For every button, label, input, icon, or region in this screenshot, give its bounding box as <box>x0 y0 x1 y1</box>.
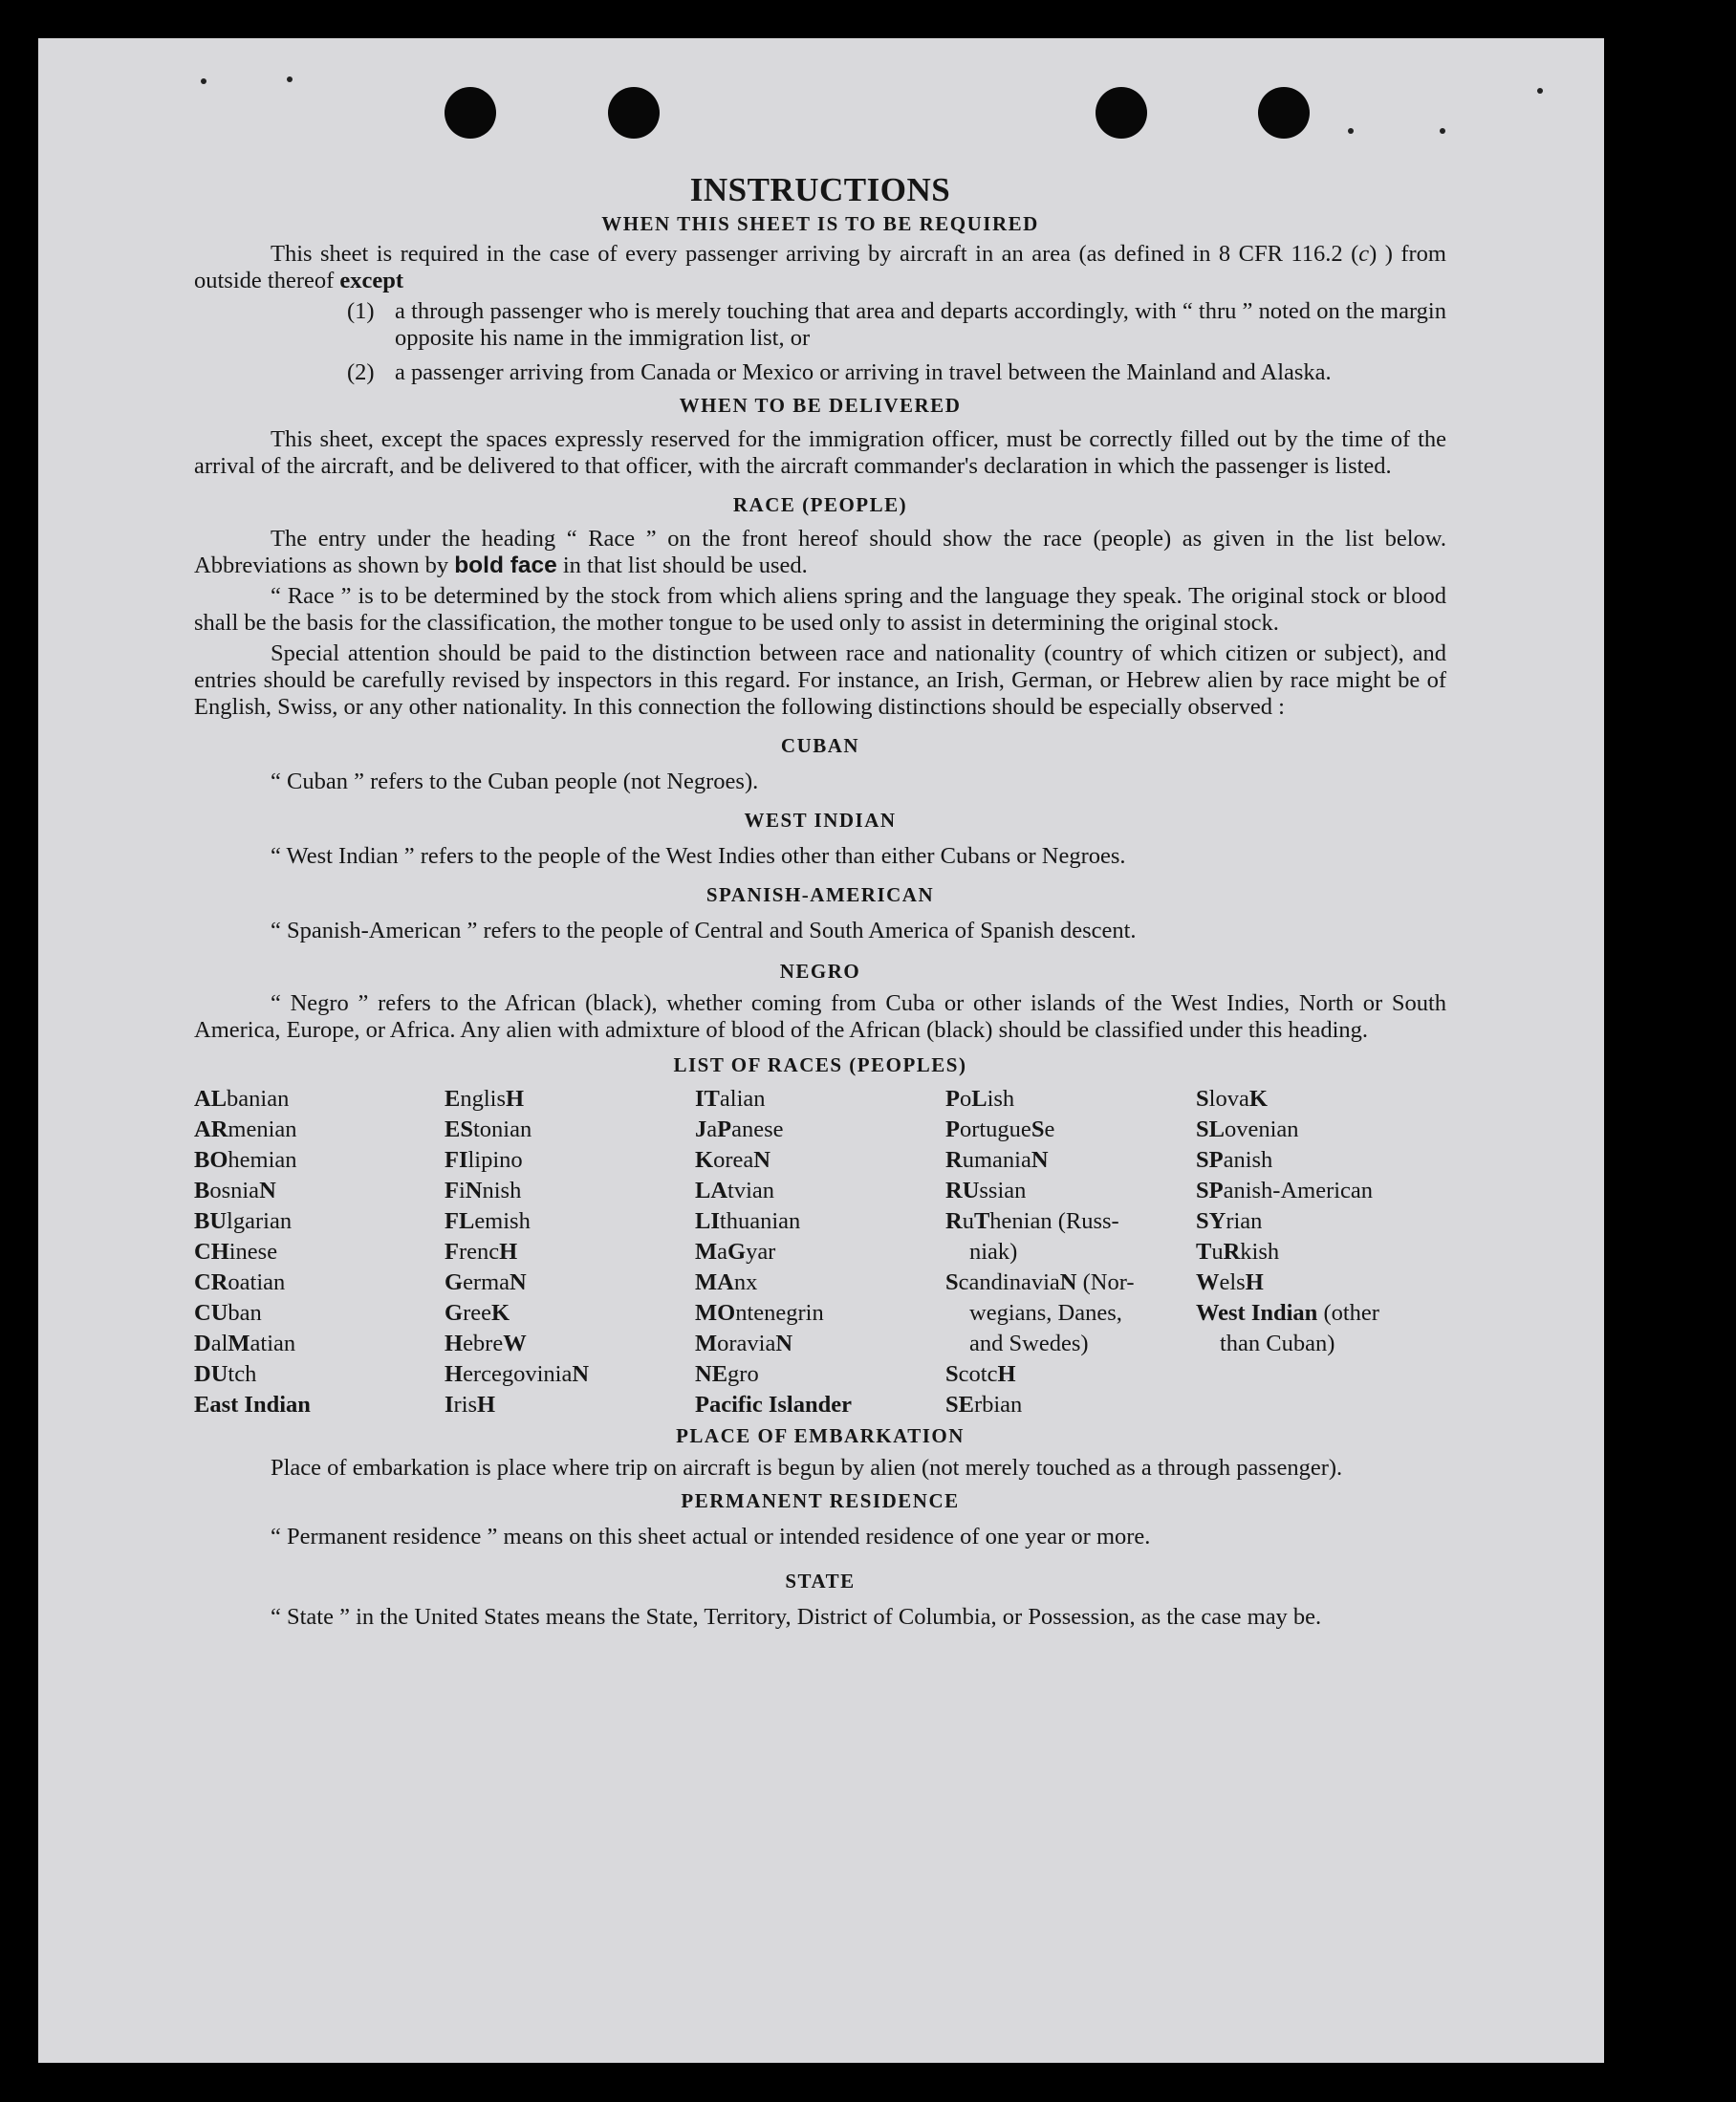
race-column <box>945 1084 1196 1420</box>
section-heading-when-delivered: WHEN TO BE DELIVERED <box>679 394 962 417</box>
race-entry: FIlipino <box>445 1147 523 1173</box>
instructions-content <box>194 170 1446 1631</box>
speck <box>1348 128 1354 134</box>
race-entry: niak) <box>969 1239 1018 1265</box>
race-entry: RumaniaN <box>945 1147 1049 1173</box>
race-entry: ALbanian <box>194 1086 290 1112</box>
west-indian-text: “ West Indian ” refers to the people of the West Indies other than either Cubans or Negroes. <box>271 843 1126 869</box>
race-entry: HercegoviniaN <box>445 1361 590 1387</box>
race-column <box>695 1084 945 1420</box>
race-entry: SErbian <box>945 1392 1023 1418</box>
punch-hole <box>1258 87 1310 139</box>
section-heading-west-indian: WEST INDIAN <box>744 809 897 832</box>
race-entry: wegians, Danes, <box>969 1300 1122 1326</box>
race-entry: ScandinaviaN (Nor- <box>945 1269 1135 1295</box>
race-entry: West Indian (other <box>1196 1300 1379 1326</box>
race-entry: GreeK <box>445 1300 510 1326</box>
race-entry: CUban <box>194 1300 262 1326</box>
race-paragraph-1: The entry under the heading “ Race ” on the front hereof should show the race (people) as given in the list below. Abbreviations as shown by bold face in that list should be used. <box>194 526 1446 578</box>
race-entry: DalMatian <box>194 1331 296 1356</box>
race-entry: FLemish <box>445 1208 531 1234</box>
race-entry: RuThenian (Russ- <box>945 1208 1119 1234</box>
speck <box>201 78 206 84</box>
race-entry: LAtvian <box>695 1178 775 1203</box>
race-entry: CHinese <box>194 1239 278 1265</box>
speck <box>287 76 293 82</box>
race-entry: TuRkish <box>1196 1239 1280 1265</box>
when-required-intro: This sheet is required in the case of every passenger arriving by aircraft in an area (as defined in 8 CFR 116.2 (c) ) from outside thereof except <box>194 241 1446 293</box>
section-heading-cuban: CUBAN <box>780 734 860 757</box>
exception-text: a through passenger who is merely touching that area and departs accordingly, with “ thru ” noted on the margin opposite his name in the immigration list, or <box>395 298 1446 351</box>
race-entry: MAnx <box>695 1269 758 1295</box>
race-entry: BOhemian <box>194 1147 297 1173</box>
section-heading-negro: NEGRO <box>779 960 861 983</box>
punch-hole <box>608 87 660 139</box>
speck <box>1537 88 1543 94</box>
race-entry: than Cuban) <box>1220 1331 1335 1356</box>
race-entry: EnglisH <box>445 1086 525 1112</box>
race-column <box>1196 1084 1446 1420</box>
section-heading-spanish-american: SPANISH-AMERICAN <box>705 883 935 906</box>
race-entry: CRoatian <box>194 1269 286 1295</box>
exception-number: (1) <box>347 298 375 324</box>
race-entry: ITalian <box>695 1086 766 1112</box>
race-entry: BUlgarian <box>194 1208 293 1234</box>
section-heading-permanent-residence: PERMANENT RESIDENCE <box>681 1489 960 1512</box>
race-entry: PoLish <box>945 1086 1015 1112</box>
permanent-residence-text: “ Permanent residence ” means on this sheet actual or intended residence of one year or more. <box>271 1524 1151 1549</box>
race-entry: ScotcH <box>945 1361 1016 1387</box>
race-entry: SPanish-American <box>1196 1178 1374 1203</box>
exception-text: a passenger arriving from Canada or Mexico or arriving in travel between the Mainland and Alaska. <box>395 359 1332 385</box>
page-title: INSTRUCTIONS <box>689 171 951 208</box>
negro-text: “ Negro ” refers to the African (black), whether coming from Cuba or other islands of the West Indies, North or South America, Europe, or Africa. Any alien with admixture of blood of the African (black) should be classified under this heading. <box>194 990 1446 1043</box>
race-entry: EStonian <box>445 1116 532 1142</box>
race-entry: Pacific Islander <box>695 1392 852 1418</box>
race-entry: MOntenegrin <box>695 1300 824 1326</box>
race-entry: FrencH <box>445 1239 518 1265</box>
race-paragraph-3: Special attention should be paid to the distinction between race and nationality (country of which citizen or subject), and entries should be carefully revised by inspectors in this regard. For instance, an Irish, German, or Hebrew alien by race might be of English, Swiss, or any other nationality. In this connection the following distinctions should be especially observed : <box>194 640 1446 720</box>
race-entry: DUtch <box>194 1361 257 1387</box>
punch-hole <box>1096 87 1147 139</box>
race-entry: NEgro <box>695 1361 759 1387</box>
exception-number: (2) <box>347 359 375 385</box>
race-entry: ARmenian <box>194 1116 297 1142</box>
race-entry: PortugueSe <box>945 1116 1055 1142</box>
race-column <box>194 1084 445 1420</box>
section-heading-when-required: WHEN THIS SHEET IS TO BE REQUIRED <box>601 212 1039 235</box>
race-entry: MoraviaN <box>695 1331 793 1356</box>
exception-item <box>347 359 1446 386</box>
race-entry: LIthuanian <box>695 1208 801 1234</box>
race-entry: KoreaN <box>695 1147 770 1173</box>
race-entry: WelsH <box>1196 1269 1264 1295</box>
race-entry: MaGyar <box>695 1239 776 1265</box>
section-heading-race: RACE (PEOPLE) <box>732 493 908 516</box>
cuban-text: “ Cuban ” refers to the Cuban people (not Negroes). <box>271 769 759 794</box>
spanish-american-text: “ Spanish-American ” refers to the people of Central and South America of Spanish descent. <box>271 918 1137 943</box>
race-entry: SlovaK <box>1196 1086 1268 1112</box>
race-column <box>445 1084 695 1420</box>
race-entry: SYrian <box>1196 1208 1263 1234</box>
race-entry: SPanish <box>1196 1147 1273 1173</box>
race-list <box>194 1084 1446 1420</box>
exception-item <box>347 298 1446 352</box>
race-entry: GermaN <box>445 1269 527 1295</box>
race-entry: IrisH <box>445 1392 496 1418</box>
when-delivered-text: This sheet, except the spaces expressly reserved for the immigration officer, must be correctly filled out by the time of the arrival of the aircraft, and be delivered to that officer, with the aircraft commander's declaration in which the passenger is listed. <box>194 426 1446 479</box>
race-paragraph-2: “ Race ” is to be determined by the stock from which aliens spring and the language they speak. The original stock or blood shall be the basis for the classification, the mother tongue to be used only to assist in determining the original stock. <box>194 583 1446 636</box>
race-entry: BosniaN <box>194 1178 276 1203</box>
punch-hole <box>445 87 496 139</box>
race-entry: RUssian <box>945 1178 1027 1203</box>
speck <box>1440 128 1445 134</box>
embarkation-text: Place of embarkation is place where trip on aircraft is begun by alien (not merely touched as a through passenger). <box>271 1455 1343 1481</box>
race-entry: FiNnish <box>445 1178 522 1203</box>
section-heading-list-of-races: LIST OF RACES (PEOPLES) <box>673 1053 967 1076</box>
state-text: “ State ” in the United States means the State, Territory, District of Columbia, or Possession, as the case may be. <box>271 1604 1322 1630</box>
race-entry: and Swedes) <box>969 1331 1089 1356</box>
race-entry: HebreW <box>445 1331 527 1356</box>
race-entry: JaPanese <box>695 1116 784 1142</box>
race-entry: SLovenian <box>1196 1116 1299 1142</box>
section-heading-embarkation: PLACE OF EMBARKATION <box>676 1424 965 1447</box>
race-entry: East Indian <box>194 1392 311 1418</box>
section-heading-state: STATE <box>785 1570 856 1593</box>
